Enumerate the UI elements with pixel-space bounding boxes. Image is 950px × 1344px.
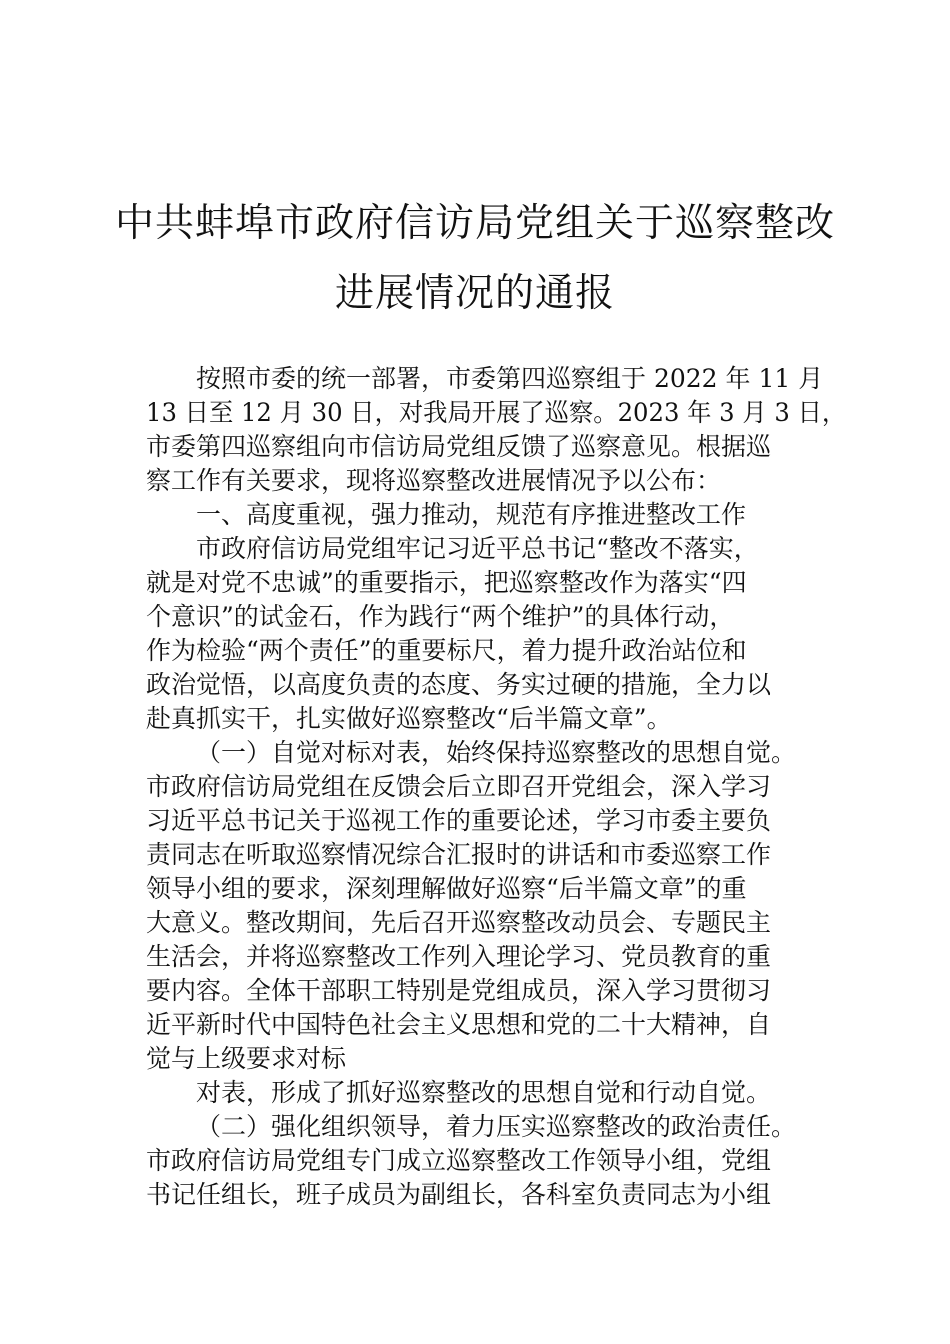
body-line: 政治觉悟，以高度负责的态度、务实过硬的措施，全力以 <box>146 670 772 699</box>
body-line: 习近平总书记关于巡视工作的重要论述，学习市委主要负 <box>146 806 772 835</box>
body-line: 要内容。全体干部职工特别是党组成员，深入学习贯彻习 <box>146 976 772 1005</box>
body-line: 市政府信访局党组牢记习近平总书记“整改不落实， <box>196 534 759 563</box>
body-line: 察工作有关要求，现将巡察整改进展情况予以公布： <box>146 466 722 495</box>
body-line: 对表，形成了抓好巡察整改的思想自觉和行动自觉。 <box>196 1078 772 1107</box>
body-line: 赴真抓实干，扎实做好巡察整改“后半篇文章”。 <box>146 704 672 733</box>
body-line: 近平新时代中国特色社会主义思想和党的二十大精神，自 <box>146 1010 772 1039</box>
body-line: 就是对党不忠诚”的重要指示，把巡察整改作为落实“四 <box>146 568 747 597</box>
body-line: 觉与上级要求对标 <box>146 1044 347 1073</box>
body-line: 领导小组的要求，深刻理解做好巡察“后半篇文章”的重 <box>146 874 747 903</box>
body-line: 生活会，并将巡察整改工作列入理论学习、党员教育的重 <box>146 942 772 971</box>
section-heading: 一、高度重视，强力推动，规范有序推进整改工作 <box>196 500 747 529</box>
body-line: 13 日至 12 月 30 日，对我局开展了巡察。2023 年 3 月 3 日， <box>146 398 847 427</box>
body-line: 个意识”的试金石，作为践行“两个维护”的具体行动， <box>146 602 735 631</box>
body-line: 市委第四巡察组向市信访局党组反馈了巡察意见。根据巡 <box>146 432 772 461</box>
body-line: 作为检验“两个责任”的重要标尺，着力提升政治站位和 <box>146 636 747 665</box>
body-line: 大意义。整改期间，先后召开巡察整改动员会、专题民主 <box>146 908 772 937</box>
body-line: 责同志在听取巡察情况综合汇报时的讲话和市委巡察工作 <box>146 840 772 869</box>
body-line: 按照市委的统一部署，市委第四巡察组于 2022 年 11 月 <box>196 364 824 393</box>
body-line: 书记任组长，班子成员为副组长，各科室负责同志为小组 <box>146 1180 772 1209</box>
subsection-heading: （一）自觉对标对表，始终保持巡察整改的思想自觉。 <box>196 738 797 767</box>
body-line: 市政府信访局党组在反馈会后立即召开党组会，深入学习 <box>146 772 772 801</box>
document-body <box>146 362 846 1212</box>
document-title-line-1: 中共蚌埠市政府信访局党组关于巡察整改 <box>114 201 835 246</box>
subsection-heading: （二）强化组织领导，着力压实巡察整改的政治责任。 <box>196 1112 797 1141</box>
body-line: 市政府信访局党组专门成立巡察整改工作领导小组，党组 <box>146 1146 772 1175</box>
document-title-line-2: 进展情况的通报 <box>334 271 615 316</box>
